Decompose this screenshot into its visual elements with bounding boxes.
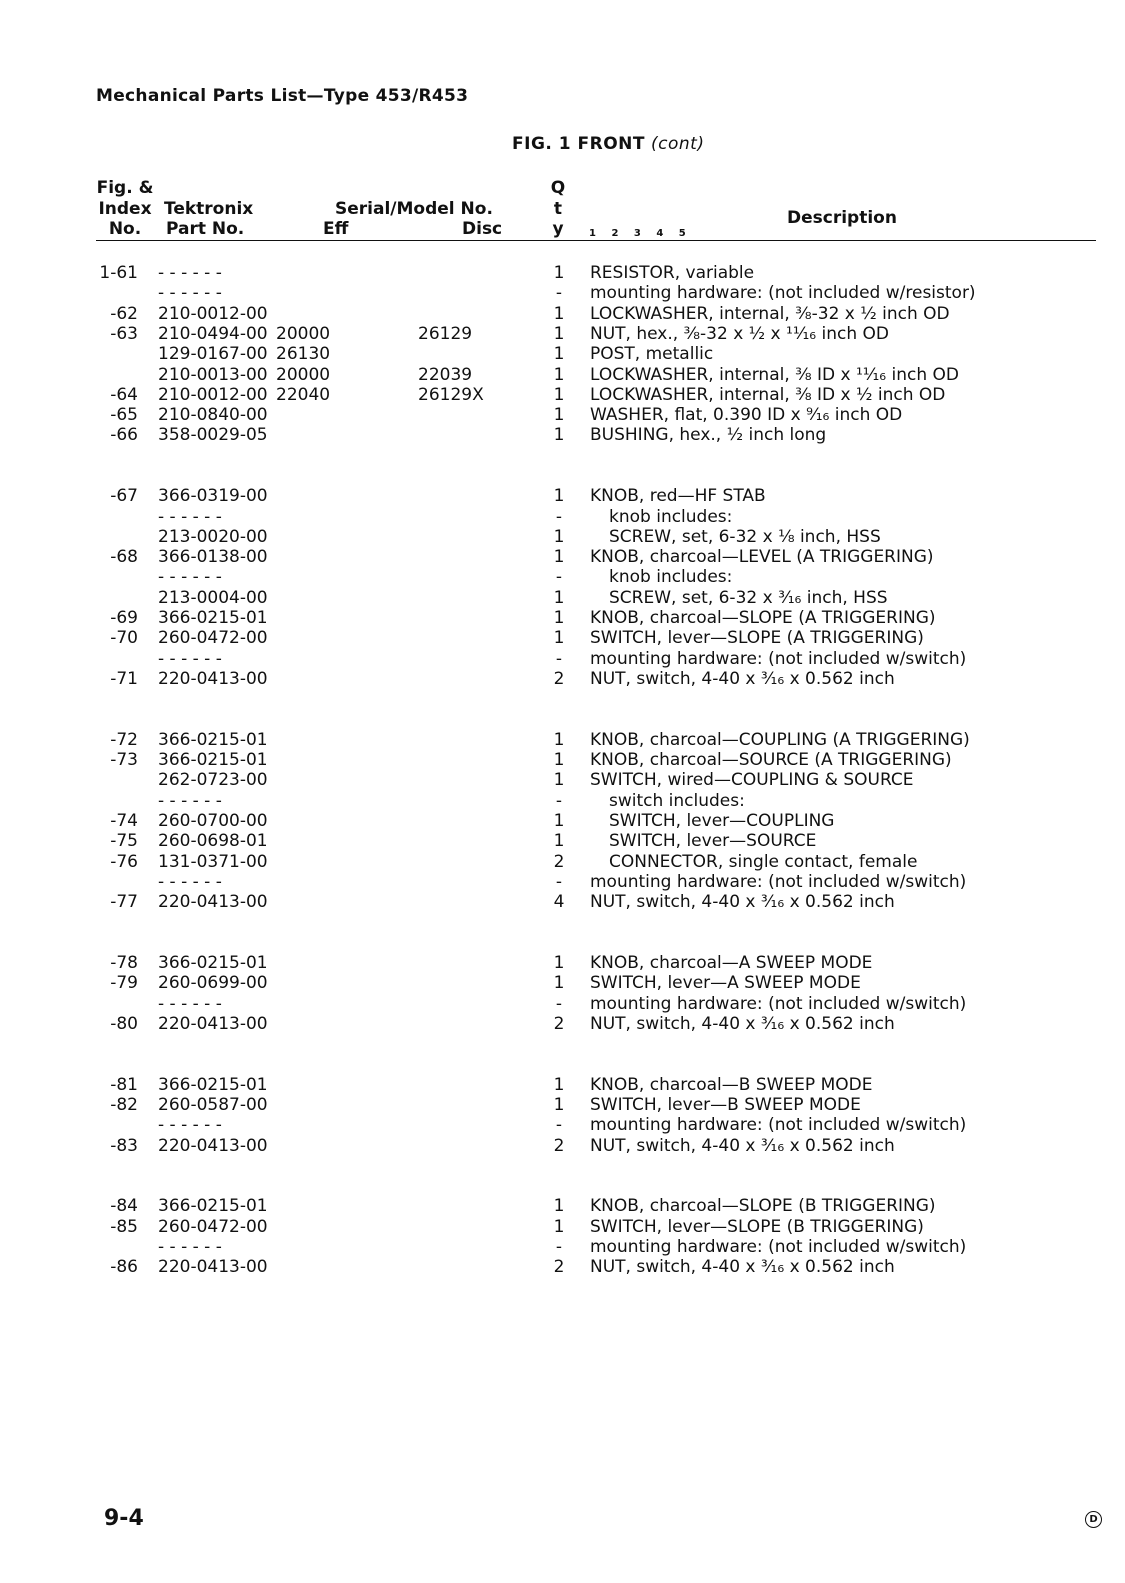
quantity-cell: 1 <box>553 587 565 608</box>
quantity-cell: 1 <box>553 608 565 628</box>
description-cell: KNOB, charcoal—B SWEEP MODE <box>590 1074 873 1095</box>
description-cell: LOCKWASHER, internal, ⅜-32 x ½ inch OD <box>590 303 950 324</box>
table-row <box>0 527 1125 547</box>
description-cell: LOCKWASHER, internal, ⅜ ID x ½ inch OD <box>590 384 946 405</box>
page-number: 9-4 <box>104 1506 144 1531</box>
header-serial-model: Serial/Model No. <box>335 198 493 219</box>
table-row <box>0 994 1125 1014</box>
header-part-no-line1: Tektronix <box>164 198 254 219</box>
table-row <box>0 649 1125 669</box>
serial-disc-cell: 26129 <box>418 323 473 344</box>
table-row <box>0 588 1125 608</box>
table-row <box>0 1014 1125 1034</box>
index-cell: -72 <box>110 729 138 750</box>
description-cell: SWITCH, wired—COUPLING & SOURCE <box>590 770 914 791</box>
part-number-cell: 262-0723-00 <box>158 770 268 791</box>
part-number-cell: 366-0319-00 <box>158 486 268 507</box>
figure-title: FIG. 1 FRONT <box>512 134 645 154</box>
quantity-cell: 1 <box>553 263 565 283</box>
table-row <box>0 344 1125 364</box>
part-number-cell: 260-0472-00 <box>158 628 268 649</box>
quantity-cell: - <box>555 1236 563 1257</box>
index-cell: -85 <box>110 1216 138 1237</box>
header-fig-index-line3: No. <box>108 219 142 239</box>
part-number-cell: 210-0013-00 <box>158 364 268 385</box>
page-title: Mechanical Parts List—Type 453/R453 <box>96 86 469 106</box>
table-row <box>0 405 1125 425</box>
index-cell: -81 <box>110 1074 138 1095</box>
part-number-cell: 220-0413-00 <box>158 668 268 689</box>
index-cell: -77 <box>110 892 138 913</box>
index-cell: -84 <box>110 1196 138 1217</box>
description-cell: NUT, hex., ⅜-32 x ½ x ¹¹⁄₁₆ inch OD <box>590 323 890 344</box>
quantity-cell: 1 <box>553 1094 565 1115</box>
part-number-cell: 213-0004-00 <box>158 587 268 608</box>
description-cell: mounting hardware: (not included w/switch) <box>590 648 967 669</box>
table-row <box>0 1237 1125 1257</box>
quantity-cell: 1 <box>553 810 565 831</box>
part-number-cell: 366-0138-00 <box>158 547 268 568</box>
quantity-cell: 4 <box>553 892 565 913</box>
table-row <box>0 770 1125 790</box>
table-row <box>0 385 1125 405</box>
table-row <box>0 324 1125 344</box>
table-row <box>0 730 1125 750</box>
part-number-cell: - - - - - - <box>158 648 222 669</box>
index-cell: -69 <box>110 608 138 628</box>
description-cell: WASHER, flat, 0.390 ID x ⁹⁄₁₆ inch OD <box>590 405 903 426</box>
table-row <box>0 973 1125 993</box>
part-number-cell: 358-0029-05 <box>158 425 268 446</box>
table-row <box>0 953 1125 973</box>
index-cell: -66 <box>110 425 138 446</box>
figure-cont: (cont) <box>651 134 705 154</box>
serial-eff-cell: 20000 <box>276 323 331 344</box>
part-number-cell: 220-0413-00 <box>158 1013 268 1034</box>
part-number-cell: - - - - - - <box>158 506 222 527</box>
part-number-cell: 366-0215-01 <box>158 1074 268 1095</box>
quantity-cell: 1 <box>553 1074 565 1095</box>
table-row <box>0 1196 1125 1216</box>
quantity-cell: 1 <box>553 364 565 385</box>
serial-eff-cell: 26130 <box>276 344 331 365</box>
description-cell: knob includes: <box>609 567 733 588</box>
table-row <box>0 791 1125 811</box>
part-number-cell: - - - - - - <box>158 1115 222 1136</box>
description-cell: CONNECTOR, single contact, female <box>609 851 918 872</box>
table-row <box>0 669 1125 689</box>
table-row <box>0 1115 1125 1135</box>
index-cell: -82 <box>110 1094 138 1115</box>
index-cell: -68 <box>110 547 138 568</box>
index-cell: -75 <box>110 831 138 852</box>
table-row <box>0 1257 1125 1277</box>
index-cell: -65 <box>110 405 138 426</box>
table-row <box>0 872 1125 892</box>
quantity-cell: 1 <box>553 729 565 750</box>
quantity-cell: 1 <box>553 303 565 324</box>
quantity-cell: - <box>555 871 563 892</box>
description-cell: SWITCH, lever—COUPLING <box>609 810 835 831</box>
index-cell: 1-61 <box>99 263 138 283</box>
table-row <box>0 263 1125 283</box>
description-cell: SWITCH, lever—SOURCE <box>609 831 817 852</box>
quantity-cell: - <box>555 506 563 527</box>
description-cell: POST, metallic <box>590 344 714 365</box>
table-row <box>0 628 1125 648</box>
index-cell: -62 <box>110 303 138 324</box>
description-cell: SWITCH, lever—SLOPE (B TRIGGERING) <box>590 1216 924 1237</box>
index-cell: -71 <box>110 668 138 689</box>
quantity-cell: 1 <box>553 526 565 547</box>
table-row <box>0 507 1125 527</box>
quantity-cell: 1 <box>553 770 565 791</box>
table-row <box>0 1095 1125 1115</box>
quantity-cell: 1 <box>553 425 565 446</box>
part-number-cell: 260-0698-01 <box>158 831 268 852</box>
table-row <box>0 750 1125 770</box>
part-number-cell: 366-0215-01 <box>158 952 268 973</box>
description-cell: mounting hardware: (not included w/switch) <box>590 1115 967 1136</box>
part-number-cell: 366-0215-01 <box>158 608 268 628</box>
quantity-cell: 1 <box>553 973 565 994</box>
part-number-cell: - - - - - - <box>158 567 222 588</box>
part-number-cell: 366-0215-01 <box>158 1196 268 1217</box>
quantity-cell: 1 <box>553 547 565 568</box>
index-cell: -74 <box>110 810 138 831</box>
part-number-cell: - - - - - - <box>158 1236 222 1257</box>
description-cell: KNOB, charcoal—SLOPE (B TRIGGERING) <box>590 1196 936 1217</box>
quantity-cell: 1 <box>553 384 565 405</box>
index-cell: -76 <box>110 851 138 872</box>
part-number-cell: 210-0840-00 <box>158 405 268 426</box>
quantity-cell: 1 <box>553 1196 565 1217</box>
serial-disc-cell: 26129X <box>418 384 484 405</box>
header-eff: Eff <box>323 219 349 239</box>
index-cell: -73 <box>110 750 138 770</box>
header-fig-index-line2: Index <box>98 198 152 219</box>
description-cell: mounting hardware: (not included w/switch) <box>590 871 967 892</box>
index-cell: -83 <box>110 1135 138 1156</box>
quantity-cell: 1 <box>553 344 565 365</box>
part-number-cell: 260-0587-00 <box>158 1094 268 1115</box>
table-row <box>0 811 1125 831</box>
description-cell: NUT, switch, 4-40 x ³⁄₁₆ x 0.562 inch <box>590 892 895 913</box>
description-cell: KNOB, charcoal—SOURCE (A TRIGGERING) <box>590 750 952 770</box>
index-cell: -80 <box>110 1013 138 1034</box>
index-cell: -78 <box>110 952 138 973</box>
table-row <box>0 567 1125 587</box>
description-cell: mounting hardware: (not included w/switch) <box>590 993 967 1014</box>
quantity-cell: 1 <box>553 750 565 770</box>
revision-mark: D <box>1085 1511 1102 1528</box>
description-cell: BUSHING, hex., ½ inch long <box>590 425 827 446</box>
quantity-cell: 2 <box>553 1257 565 1278</box>
quantity-cell: 2 <box>553 1135 565 1156</box>
description-cell: LOCKWASHER, internal, ⅜ ID x ¹¹⁄₁₆ inch OD <box>590 364 959 385</box>
quantity-cell: 2 <box>553 851 565 872</box>
quantity-cell: - <box>555 993 563 1014</box>
quantity-cell: 1 <box>553 1216 565 1237</box>
part-number-cell: 366-0215-01 <box>158 729 268 750</box>
part-number-cell: 129-0167-00 <box>158 344 268 365</box>
part-number-cell: 260-0700-00 <box>158 810 268 831</box>
header-qty-line1: Q <box>550 178 566 198</box>
quantity-cell: 1 <box>553 486 565 507</box>
part-number-cell: - - - - - - <box>158 263 222 283</box>
serial-eff-cell: 22040 <box>276 384 331 405</box>
part-number-cell: 210-0012-00 <box>158 303 268 324</box>
serial-disc-cell: 22039 <box>418 364 473 385</box>
quantity-cell: 2 <box>553 1013 565 1034</box>
part-number-cell: 210-0494-00 <box>158 323 268 344</box>
part-number-cell: 220-0413-00 <box>158 1257 268 1278</box>
index-cell: -79 <box>110 973 138 994</box>
header-indent-digits: 1 2 3 4 5 <box>589 228 692 239</box>
description-cell: mounting hardware: (not included w/resistor) <box>590 283 976 304</box>
part-number-cell: 260-0699-00 <box>158 973 268 994</box>
table-row <box>0 1136 1125 1156</box>
table-row <box>0 608 1125 628</box>
description-cell: mounting hardware: (not included w/switch) <box>590 1236 967 1257</box>
description-cell: NUT, switch, 4-40 x ³⁄₁₆ x 0.562 inch <box>590 1257 895 1278</box>
table-row <box>0 486 1125 506</box>
quantity-cell: 2 <box>553 668 565 689</box>
table-row <box>0 1075 1125 1095</box>
table-row <box>0 425 1125 445</box>
index-cell: -67 <box>110 486 138 507</box>
table-row <box>0 304 1125 324</box>
description-cell: NUT, switch, 4-40 x ³⁄₁₆ x 0.562 inch <box>590 1135 895 1156</box>
description-cell: switch includes: <box>609 790 745 811</box>
part-number-cell: - - - - - - <box>158 993 222 1014</box>
part-number-cell: 210-0012-00 <box>158 384 268 405</box>
part-number-cell: - - - - - - <box>158 283 222 304</box>
header-disc: Disc <box>462 219 503 239</box>
header-qty-line3: y <box>552 219 564 239</box>
quantity-cell: - <box>555 283 563 304</box>
header-qty-line2: t <box>553 198 563 219</box>
description-cell: SWITCH, lever—SLOPE (A TRIGGERING) <box>590 628 924 649</box>
description-cell: KNOB, charcoal—COUPLING (A TRIGGERING) <box>590 729 970 750</box>
table-row <box>0 547 1125 567</box>
part-number-cell: - - - - - - <box>158 871 222 892</box>
description-cell: KNOB, charcoal—A SWEEP MODE <box>590 952 873 973</box>
description-cell: RESISTOR, variable <box>590 263 755 283</box>
index-cell: -64 <box>110 384 138 405</box>
quantity-cell: - <box>555 648 563 669</box>
part-number-cell: 366-0215-01 <box>158 750 268 770</box>
description-cell: KNOB, charcoal—SLOPE (A TRIGGERING) <box>590 608 936 628</box>
part-number-cell: 220-0413-00 <box>158 892 268 913</box>
description-cell: KNOB, charcoal—LEVEL (A TRIGGERING) <box>590 547 934 568</box>
table-row <box>0 283 1125 303</box>
quantity-cell: - <box>555 1115 563 1136</box>
index-cell: -86 <box>110 1257 138 1278</box>
quantity-cell: - <box>555 567 563 588</box>
description-cell: SWITCH, lever—B SWEEP MODE <box>590 1094 861 1115</box>
description-cell: SWITCH, lever—A SWEEP MODE <box>590 973 861 994</box>
header-description: Description <box>787 208 897 228</box>
quantity-cell: 1 <box>553 952 565 973</box>
table-row <box>0 365 1125 385</box>
table-row <box>0 1217 1125 1237</box>
quantity-cell: 1 <box>553 831 565 852</box>
part-number-cell: 131-0371-00 <box>158 851 268 872</box>
part-number-cell: - - - - - - <box>158 790 222 811</box>
table-row <box>0 831 1125 851</box>
description-cell: SCREW, set, 6-32 x ⅛ inch, HSS <box>609 526 881 547</box>
description-cell: KNOB, red—HF STAB <box>590 486 766 507</box>
description-cell: NUT, switch, 4-40 x ³⁄₁₆ x 0.562 inch <box>590 1013 895 1034</box>
quantity-cell: 1 <box>553 405 565 426</box>
header-part-no-line2: Part No. <box>166 219 245 239</box>
table-row <box>0 892 1125 912</box>
part-number-cell: 260-0472-00 <box>158 1216 268 1237</box>
part-number-cell: 213-0020-00 <box>158 526 268 547</box>
description-cell: SCREW, set, 6-32 x ³⁄₁₆ inch, HSS <box>609 587 888 608</box>
index-cell: -70 <box>110 628 138 649</box>
table-row <box>0 852 1125 872</box>
quantity-cell: 1 <box>553 628 565 649</box>
quantity-cell: - <box>555 790 563 811</box>
header-fig-index-line1: Fig. & <box>96 178 154 198</box>
quantity-cell: 1 <box>553 323 565 344</box>
description-cell: NUT, switch, 4-40 x ³⁄₁₆ x 0.562 inch <box>590 668 895 689</box>
serial-eff-cell: 20000 <box>276 364 331 385</box>
description-cell: knob includes: <box>609 506 733 527</box>
index-cell: -63 <box>110 323 138 344</box>
part-number-cell: 220-0413-00 <box>158 1135 268 1156</box>
